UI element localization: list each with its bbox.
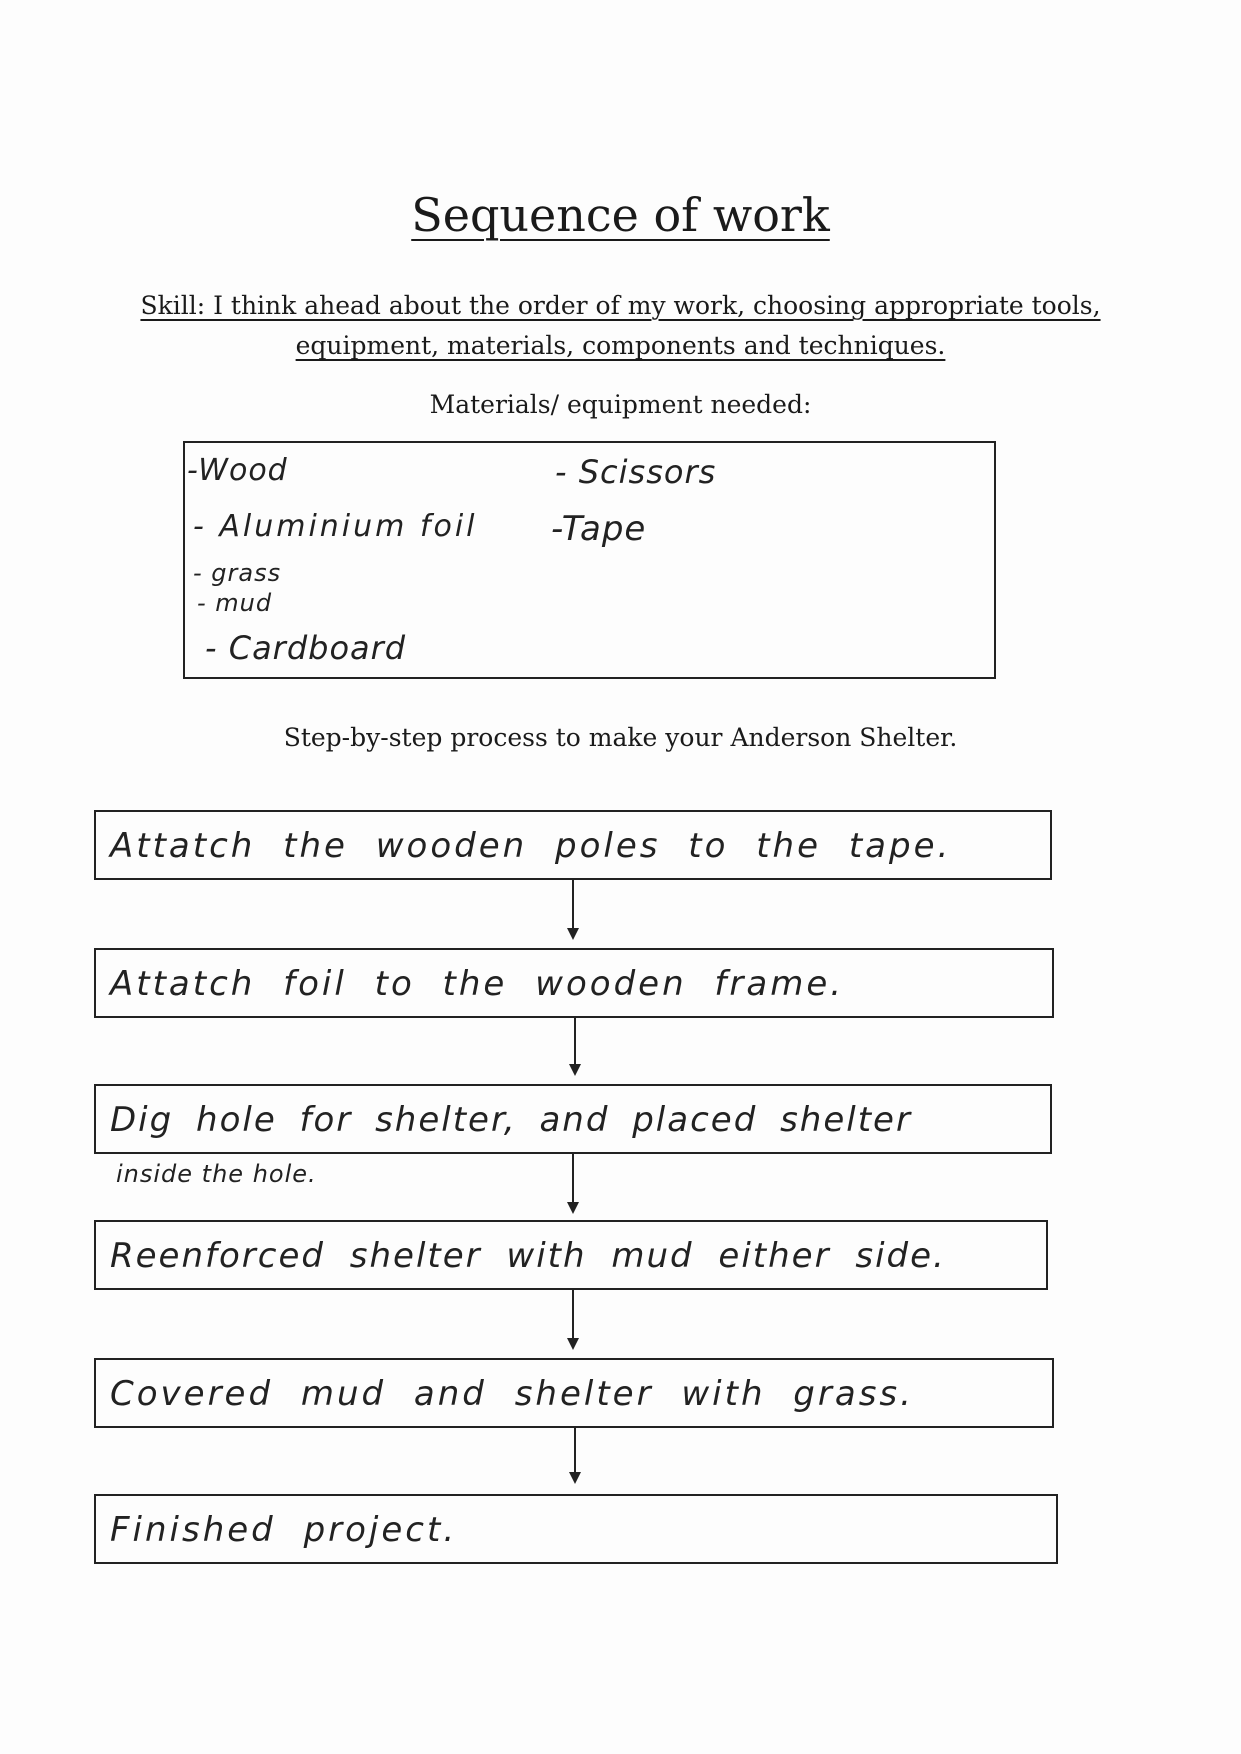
materials-heading: Materials/ equipment needed: — [429, 390, 812, 419]
skill-statement — [100, 286, 1141, 366]
step-text: Attatch foil to the wooden frame. — [110, 964, 845, 1004]
step-box-6 — [94, 1494, 1058, 1564]
material-item: - Cardboard — [205, 629, 407, 667]
step-box-5 — [94, 1358, 1054, 1428]
step-text: Finished project. — [110, 1510, 458, 1550]
page-title: Sequence of work — [411, 188, 830, 242]
arrow-down-icon — [567, 928, 579, 940]
step-continuation-text: inside the hole. — [116, 1160, 317, 1188]
material-item: - mud — [197, 589, 273, 617]
steps-heading: Step-by-step process to make your Anderson Shelter. — [283, 723, 958, 752]
arrow-down-icon — [567, 1338, 579, 1350]
arrow-down-icon — [569, 1064, 581, 1076]
step-text: Dig hole for shelter, and placed shelter — [110, 1100, 912, 1140]
connector-line — [572, 1290, 574, 1338]
connector-line — [574, 1018, 576, 1064]
step-box-2 — [94, 948, 1054, 1018]
step-box-1 — [94, 810, 1052, 880]
step-text: Attatch the wooden poles to the tape. — [110, 826, 952, 866]
step-text: Reenforced shelter with mud either side. — [110, 1236, 946, 1276]
material-item: - grass — [193, 559, 282, 587]
arrow-down-icon — [567, 1202, 579, 1214]
arrow-down-icon — [569, 1472, 581, 1484]
materials-box — [183, 441, 996, 679]
step-box-3 — [94, 1084, 1052, 1154]
material-item: - Scissors — [555, 453, 717, 491]
skill-line-2: equipment, materials, components and techniques. — [295, 331, 946, 360]
connector-line — [572, 880, 574, 928]
step-text: Covered mud and shelter with grass. — [110, 1374, 914, 1414]
skill-line-1: Skill: I think ahead about the order of my work, choosing appropriate tools, — [140, 291, 1101, 320]
connector-line — [574, 1428, 576, 1472]
material-item: - Aluminium foil — [193, 509, 478, 544]
material-item: -Tape — [551, 509, 647, 549]
step-box-4 — [94, 1220, 1048, 1290]
material-item: -Wood — [187, 453, 288, 488]
connector-line — [572, 1154, 574, 1202]
